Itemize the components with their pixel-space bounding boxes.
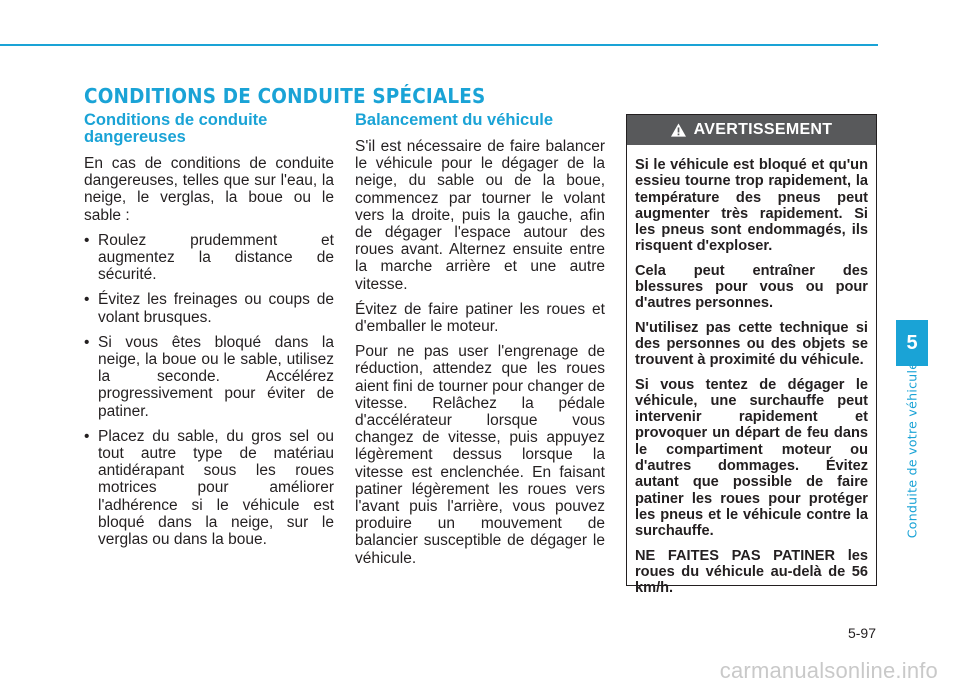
warning-body [627,145,876,596]
warning-paragraph: Si le véhicule est bloqué et qu'un essieu tourne trop rapidement, la température des pneus peut augmenter très rapidement. Si les pneus sont endommagés, ils risquent d'exploser. [635,157,868,255]
page-number: 5-97 [847,625,876,641]
bullet: • [84,333,90,351]
list-item-text: Placez du sable, du gros sel ou tout autre type de matériau antidérapant sous les roues motrices pour améliorer l'adhérence si le véhicule est bloqué dans la neige, sur le verglas ou dans la boue. [98,427,334,549]
warning-header [627,115,876,145]
list-item [84,232,334,284]
list-item [84,428,334,548]
paragraph: Pour ne pas user l'engrenage de réduction, attendez que les roues aient fini de tourner pour changer de vitesse. Relâchez la pédale d'accélérateur lorsque vous changez de vitesse, puis appuyez légèrement dessus lorsque la vitesse est enclenchée. En faisant patiner légèrement les roues vers l'avant puis l'arrière, vous pouvez produire un mouvement de balancier susceptible de dégager le véhicule. [355,343,605,567]
warning-triangle-icon [671,123,686,137]
warning-title: AVERTISSEMENT [693,121,833,138]
bullet: • [84,231,90,249]
paragraph: Évitez de faire patiner les roues et d'emballer le moteur. [355,300,605,336]
warning-paragraph: Si vous tentez de dégager le véhicule, une surchauffe peut intervenir rapidement et provoquer un départ de feu dans le compartiment moteur ou d'autres dommages. Évitez autant que possible de faire patiner les roues pour protéger les pneus et le véhicule contre la surchauffe. [635,376,868,540]
warning-box [626,114,877,597]
paragraph: S'il est nécessaire de faire balancer le véhicule pour le dégager de la neige, du sable ou de la boue, commencez par tourner le volant vers la droite, puis la gauche, afin de dégager l'espace autour des roues avant. Alternez ensuite entre la marche arrière et une autre vitesse. [355,138,605,293]
bullet: • [84,291,90,309]
warning-paragraph: Cela peut entraîner des blessures pour vous ou pour d'autres personnes. [635,262,868,312]
column-vehicle-rocking [355,112,605,575]
chapter-label: Conduite de votre véhicule [904,361,920,539]
warning-paragraph: N'utilisez pas cette technique si des personnes ou des objets se trouvent à proximité du véhicule. [635,319,868,369]
dangerous-conditions-list [84,232,334,548]
warning-paragraph: NE FAITES PAS PATINER les roues du véhicule au-delà de 56 km/h. [635,547,868,597]
top-rule [0,44,878,46]
list-item [84,334,334,420]
chapter-tab: 5 [896,320,928,366]
list-item-text: Évitez les freinages ou coups de volant brusques. [98,291,334,326]
vehicle-rocking-heading: Balancement du véhicule [355,111,554,129]
dangerous-conditions-intro: En cas de conditions de conduite dangereuses, telles que sur l'eau, la neige, le verglas, la boue ou le sable : [84,155,334,224]
watermark: carmanualsonline.info [719,658,938,683]
list-item [84,291,334,325]
dangerous-conditions-heading: Conditions de conduite dangereuses [84,111,268,146]
list-item-text: Si vous êtes bloqué dans la neige, la boue ou le sable, utilisez la seconde. Accélérez progressivement pour éviter de patiner. [98,333,334,420]
bullet: • [84,427,90,445]
section-title: CONDITIONS DE CONDUITE SPÉCIALES [84,84,486,108]
column-dangerous-conditions [84,112,334,556]
list-item-text: Roulez prudemment et augmentez la distance de sécurité. [98,231,334,284]
